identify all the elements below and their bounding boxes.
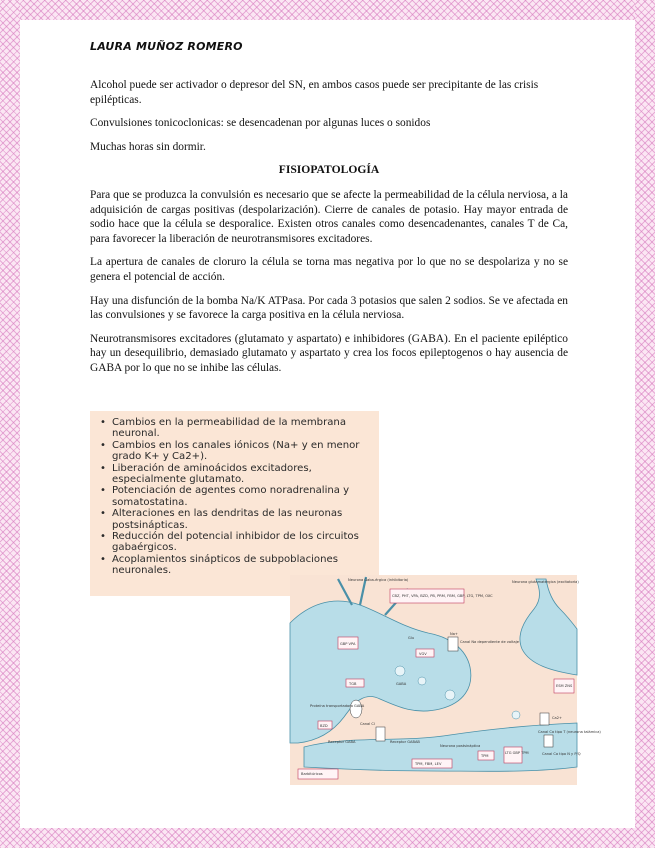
vesicle <box>418 677 426 685</box>
na-ion-label: Na+ <box>450 632 458 636</box>
gaba-neuron-body <box>290 601 471 743</box>
vgv-label: VGV <box>419 652 427 656</box>
intro-paragraph-3: Muchas horas sin dormir. <box>90 140 206 153</box>
vesicle <box>445 690 455 700</box>
page-border-top <box>0 0 655 20</box>
author-name: LAURA MUÑOZ ROMERO <box>90 40 243 53</box>
list-item: • Liberación de aminoácidos excitadores, especialmente glutamato. <box>112 463 369 486</box>
gaba-b-receptor-label: Receptor GABAB <box>390 740 420 744</box>
gaba-a-receptor-label: Receptor GABA <box>328 740 356 744</box>
gaba-transporter-shape <box>350 700 362 718</box>
cl-channel-shape <box>376 727 385 741</box>
label-gaba-neuron: Neurona Gaba-érgica (inhibitoria) <box>348 578 409 582</box>
esm-zns-label: ESM ZNS <box>556 684 573 688</box>
ltg-gbp-tpm-label: LTG GBP TPM <box>505 751 529 755</box>
ltg-gbp-tpm-tag <box>504 747 522 763</box>
synapse-diagram <box>290 575 601 785</box>
ca-t-channel-shape <box>540 713 549 725</box>
ca-t-channel-label: Canal Ca tipo T (neurona talámica) <box>538 730 601 734</box>
na-channel-shape <box>448 637 458 651</box>
mechanisms-list-image <box>90 411 379 596</box>
gaba-transporter-label: Proteína transportadora GABA <box>310 704 365 708</box>
intro-paragraph-1: Alcohol puede ser activador o depresor del SN, en ambos casos puede ser precipitante de las crisis epilépticas. <box>90 79 539 106</box>
glutamate-neuron-body <box>520 579 577 675</box>
list-item: • Cambios en la permeabilidad de la membrana neuronal. <box>112 417 369 440</box>
na-channel-label: Canal Na dependiente de voltaje <box>460 640 519 644</box>
section-heading: FISIOPATOLOGÍA <box>278 163 380 177</box>
list-item: • Alteraciones en las dendritas de las neuronas postsinápticas. <box>112 508 369 531</box>
cl-channel-label: Canal Cl <box>360 722 375 726</box>
list-item: • Potenciación de agentes como noradrenalina y somatostatina. <box>112 485 369 508</box>
page-border-right <box>635 0 655 848</box>
tpm-label: TPM <box>481 754 489 758</box>
synapse-diagram-svg <box>290 575 601 785</box>
body-paragraph-2: La apertura de canales de cloruro la célula se torna mas negativa por lo que no se despolariza y no se genera el potencial de acción. <box>90 256 568 283</box>
document-body <box>90 78 568 385</box>
vesicle <box>395 666 405 676</box>
label-postsynaptic: Neurona postsináptica <box>440 744 481 748</box>
glu-label: Glu <box>408 636 415 640</box>
body-paragraph-3: Hay una disfunción de la bomba Na/K ATPasa. Por cada 3 potasios que salen 2 sodios. Se ve afectada en las convulsiones y se favorece la carga positiva en la célula nerviosa. <box>90 294 568 322</box>
list-item: • Cambios en los canales iónicos (Na+ y en menor grado K+ y Ca2+). <box>112 440 369 463</box>
label-glu-neuron: Neurona glutamatérgica (excitatoria) <box>512 580 579 584</box>
ca-n-channel-shape <box>544 735 553 747</box>
barbiturates-label: Barbitúricos <box>301 772 323 776</box>
body-paragraph-1: Para que se produzca la convulsión es necesario que se afecte la permeabilidad de la célula nerviosa, a la adquisición de cargas positivas (despolarización). Cierre de canales de potasio. Hay mayor entrada de sodio hace que la célula se desporalice. Existen otros canales como desencadenantes, canales T de Ca, para favorecer la liberación de neurotransmisores excitadores. <box>90 188 568 245</box>
ca-n-channel-label: Canal Ca tipo N y P/Q <box>542 752 581 756</box>
ca-ion-label: Ca2+ <box>552 716 563 720</box>
page-border-left <box>0 0 20 848</box>
tpm-fbm-lev-label: TPM, FBM, LEV <box>415 762 442 766</box>
intro-paragraph-2: Convulsiones tonicoclonicas: se desencadenan por algunas luces o sonidos <box>90 117 431 130</box>
drugs-top-label: CBZ, PHT, VPA, BZD, PB, PRM, FBM, GBP, LTG, TPM, OXC <box>392 594 493 598</box>
tgb-label: TGB <box>349 682 357 686</box>
list-item: • Reducción del potencial inhibidor de los circuitos gabaérgicos. <box>112 531 369 554</box>
gaba-label: GABA <box>396 682 407 686</box>
list-item: • Acoplamientos sinápticos de subpoblaciones neuronales. <box>112 554 369 577</box>
bzd-label: BZD <box>320 724 328 728</box>
mechanisms-list <box>90 411 379 577</box>
body-paragraph-4: Neurotransmisores excitadores (glutamato y aspartato) e inhibidores (GABA). En el paciente epiléptico hay un desequilibrio, demasiado glutamato y aspartato y crea los focos epileptogenos o hay ausencia de GABA por lo que no se inhibe las células. <box>90 332 568 374</box>
gbp-vpa-label: GBP VPA <box>340 642 356 646</box>
vesicle <box>512 711 520 719</box>
page-border-bottom <box>0 828 655 848</box>
